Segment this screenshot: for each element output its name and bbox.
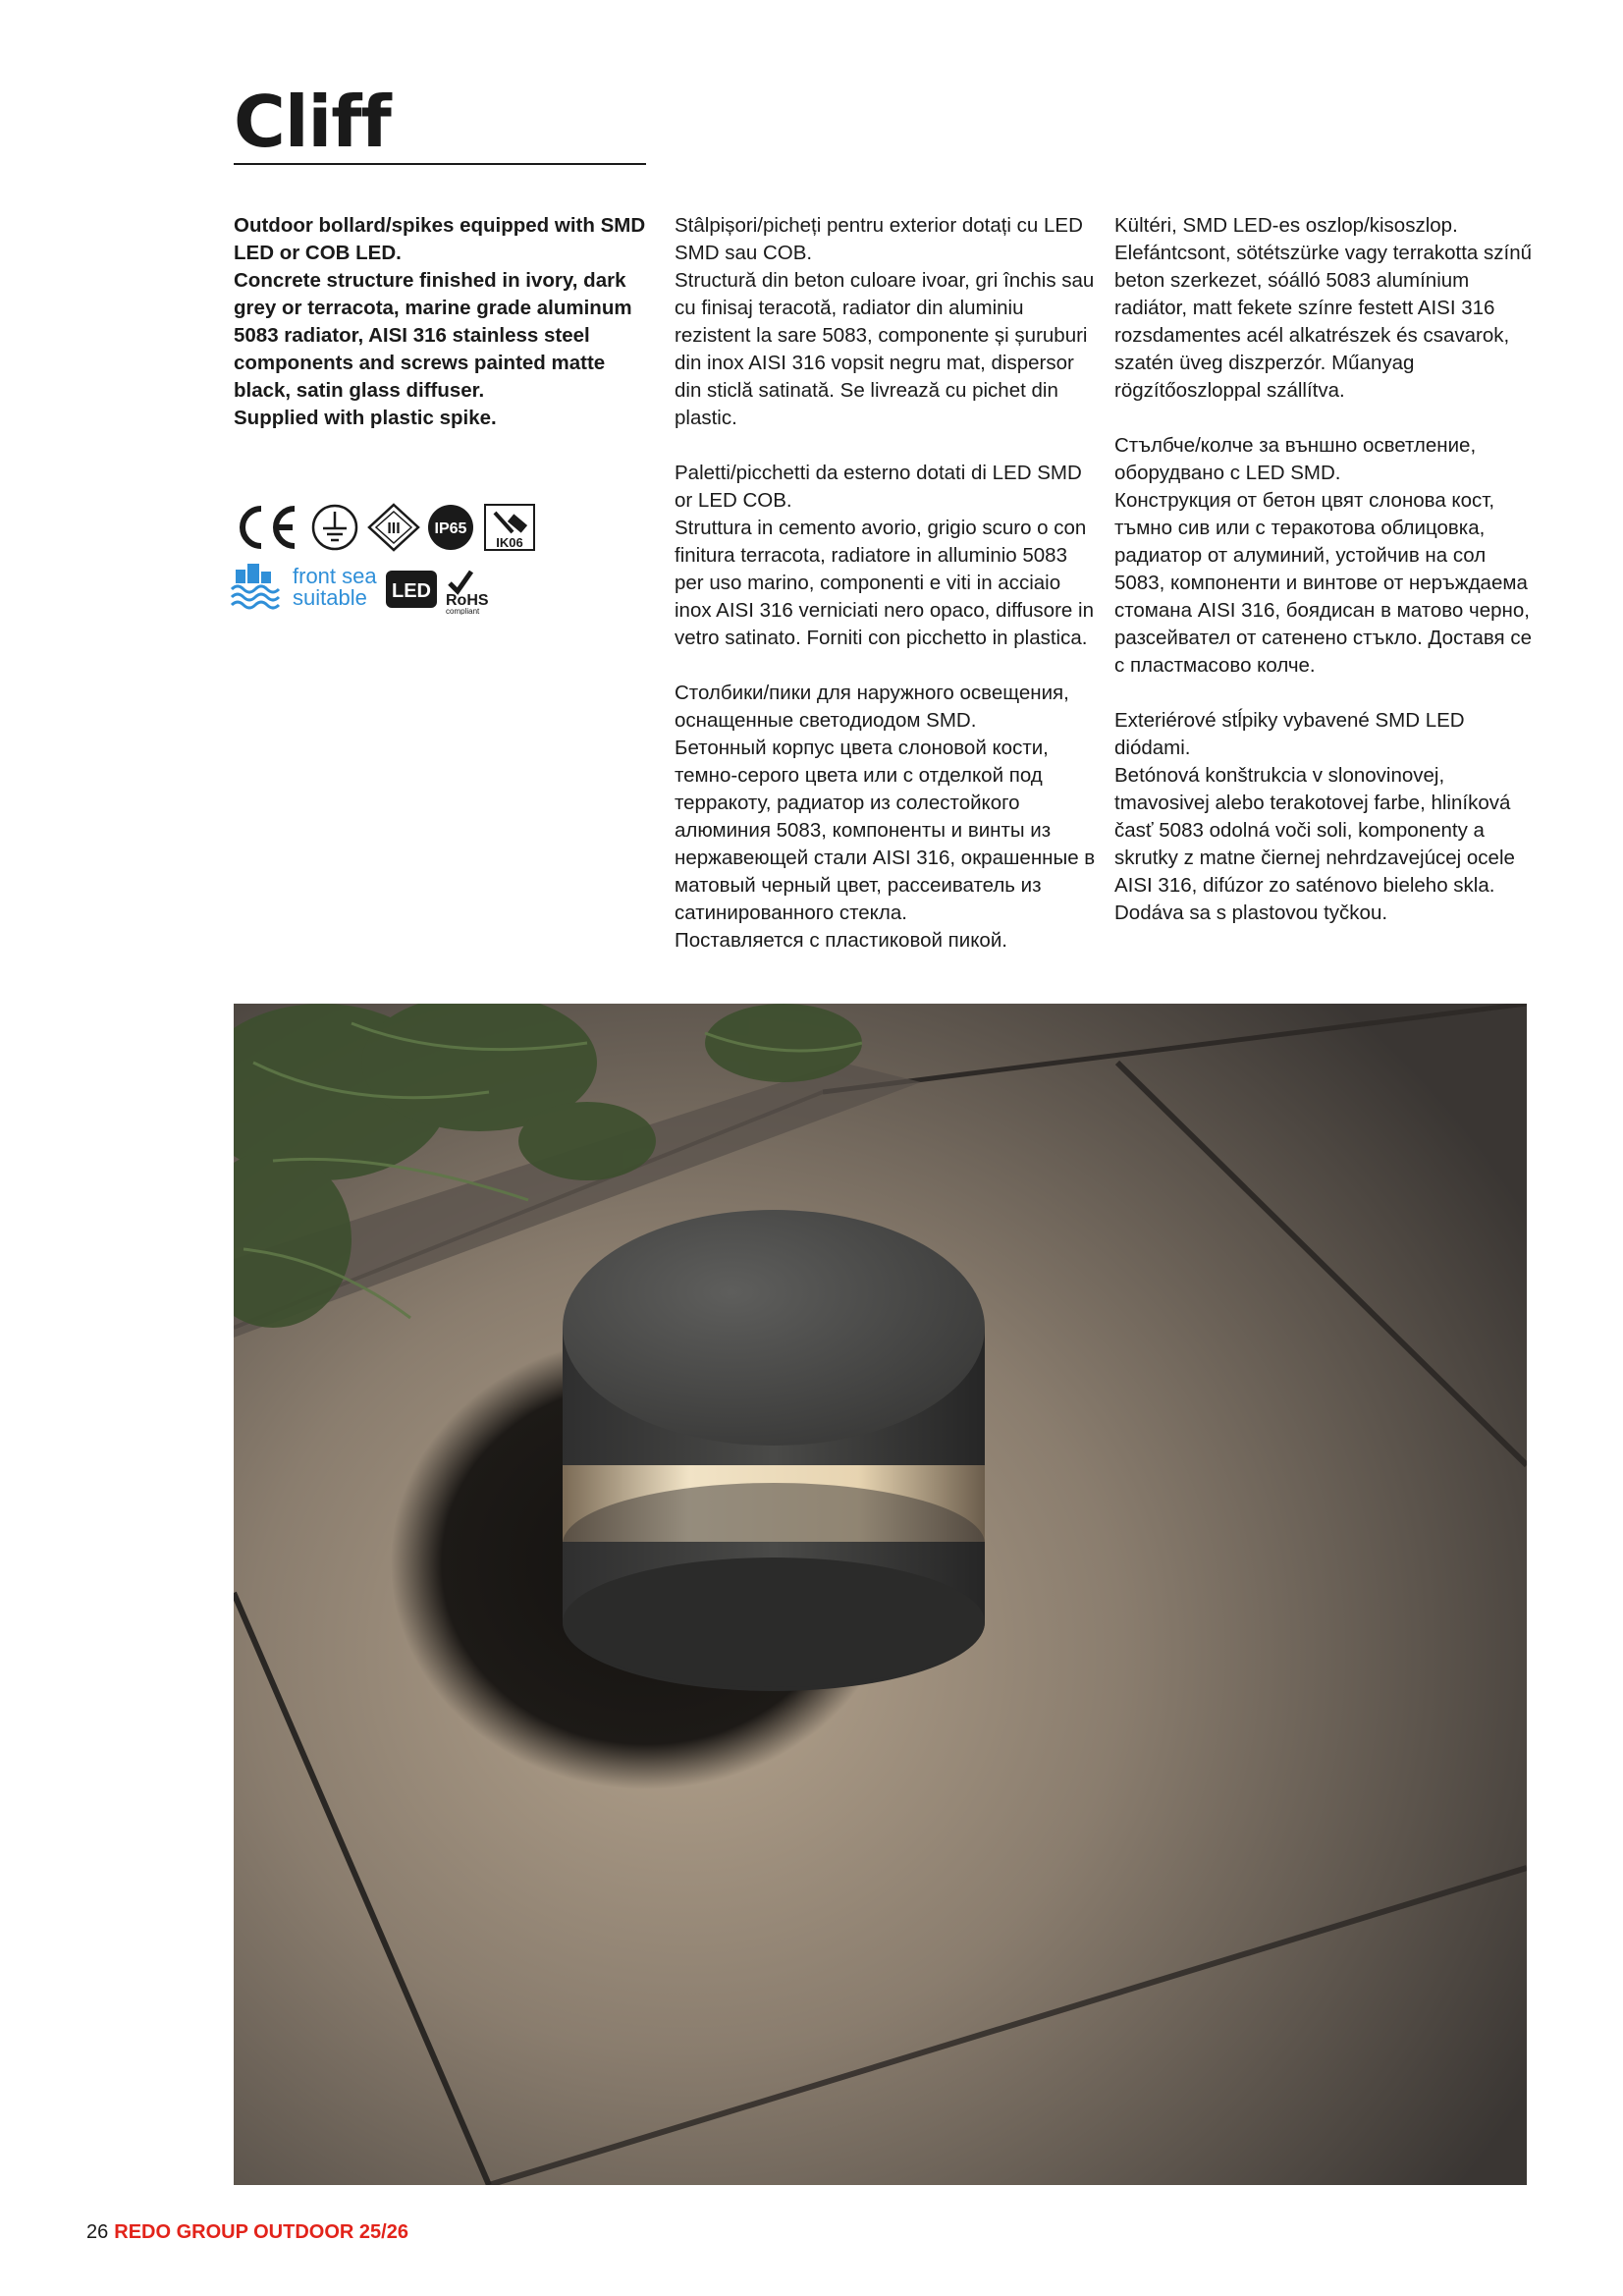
description-paragraph: [1114, 432, 1537, 680]
svg-text:front sea: front sea: [293, 564, 377, 588]
page-number: 26: [86, 2221, 109, 2243]
ip-rating-icon: [426, 503, 475, 552]
svg-text:compliant: compliant: [446, 607, 480, 615]
description-line: Бетонный корпус цвета слоновой кости, темно-серого цвета или с отделкой под терракоту, радиатор из солестойкого алюминия 5083, компоненты и винты из нержавеющей стали AISI 316, окрашенные в матовый черный цвет, рассеиватель из сатинированного стекла.: [675, 737, 1096, 924]
ground-class-icon: [310, 503, 359, 552]
svg-text:suitable: suitable: [293, 585, 367, 610]
page-footer: [86, 2221, 408, 2244]
description-line: Поставляется с пластиковой пикой.: [675, 929, 1007, 952]
ce-mark-icon: [232, 503, 300, 552]
column-ro-it-ru: [675, 212, 1097, 982]
front-sea-suitable-icon: [230, 560, 377, 615]
description-line: Supplied with plastic spike.: [234, 407, 497, 429]
description-line: Outdoor bollard/spikes equipped with SMD LED or COB LED.: [234, 214, 646, 264]
description-line: Paletti/picchetti da esterno dotati di LED SMD or LED COB.: [675, 462, 1082, 512]
description-paragraph: [675, 212, 1097, 432]
svg-text:IK06: IK06: [496, 535, 523, 550]
svg-text:RoHS: RoHS: [446, 592, 489, 609]
description-paragraph: [675, 680, 1097, 955]
title-underline: [234, 163, 646, 165]
page-title: Cliff: [234, 81, 391, 163]
svg-text:IP65: IP65: [434, 520, 467, 537]
description-line: Конструкция от бетон цвят слонова кост, тъмно сив или с теракотова облицовка, радиатор от алуминий, устойчив на сол 5083, компоненти и винтове от неръждаема стомана AISI 316, боядисан в матово черно, разсейвател от сатенено стъкло. Доставя се с пластмасово колче.: [1114, 489, 1532, 677]
description-paragraph: [1114, 212, 1537, 405]
description-line: Kültéri, SMD LED-es oszlop/kisoszlop.: [1114, 214, 1458, 237]
description-line: Concrete structure finished in ivory, dark grey or terracota, marine grade aluminum 5083 radiator, AISI 316 stainless steel components and screws painted matte black, satin glass diffuser.: [234, 269, 632, 402]
product-photo: [234, 1004, 1527, 2185]
description-line: Struttura in cemento avorio, grigio scuro o con finitura terracota, radiatore in alluminio 5083 per uso marino, componenti e viti in acciaio inox AISI 316 verniciati nero opaco, diffusore in vetro satinato. Forniti con picchetto in plastica.: [675, 517, 1094, 649]
description-line: Elefántcsont, sötétszürke vagy terrakotta színű beton szerkezet, sóálló 5083 alumínium radiátor, matt fekete színre festett AISI 316 rozsdamentes acél alkatrészek és csavarok, szatén üveg diszperzór. Műanyag rögzítőoszloppal szállítva.: [1114, 242, 1533, 402]
certification-icons: [230, 503, 564, 621]
column-hu-bg-sk: [1114, 212, 1537, 955]
svg-text:CE: CE: [232, 503, 234, 504]
description-line: Exteriérové stĺpiky vybavené SMD LED diódami.: [1114, 709, 1465, 759]
column-english: [234, 212, 656, 460]
description-paragraph: [234, 212, 656, 432]
description-line: Столбики/пики для наружного освещения, оснащенные светодиодом SMD.: [675, 682, 1069, 732]
svg-text:III: III: [387, 520, 401, 537]
ik-rating-icon: [483, 503, 536, 552]
led-badge-icon: [385, 570, 438, 609]
description-line: Betónová konštrukcia v slonovinovej, tmavosivej alebo terakotovej farbe, hliníková časť 5083 odolná voči soli, komponenty a skrutky z matne čiernej nehrdzavejúcej ocele AISI 316, difúzor zo saténovo bieleho skla. Dodáva sa s plastovou tyčkou.: [1114, 764, 1515, 924]
rohs-compliant-icon: [444, 566, 503, 615]
description-line: Стълбче/колче за външно осветление, оборудвано с LED SMD.: [1114, 434, 1477, 484]
catalog-brand: REDO GROUP OUTDOOR 25/26: [114, 2221, 408, 2243]
description-line: Stâlpișori/picheți pentru exterior dotați cu LED SMD sau COB.: [675, 214, 1083, 264]
description-paragraph: [1114, 707, 1537, 927]
class-three-icon: [367, 503, 420, 552]
description-paragraph: [675, 460, 1097, 652]
svg-text:LED: LED: [392, 580, 431, 602]
description-line: Structură din beton culoare ivoar, gri închis sau cu finisaj teracotă, radiator din aluminiu rezistent la sare 5083, componente și șuruburi din inox AISI 316 vopsit negru mat, dispersor din sticlă satinată. Se livrează cu pichet din plastic.: [675, 269, 1095, 429]
